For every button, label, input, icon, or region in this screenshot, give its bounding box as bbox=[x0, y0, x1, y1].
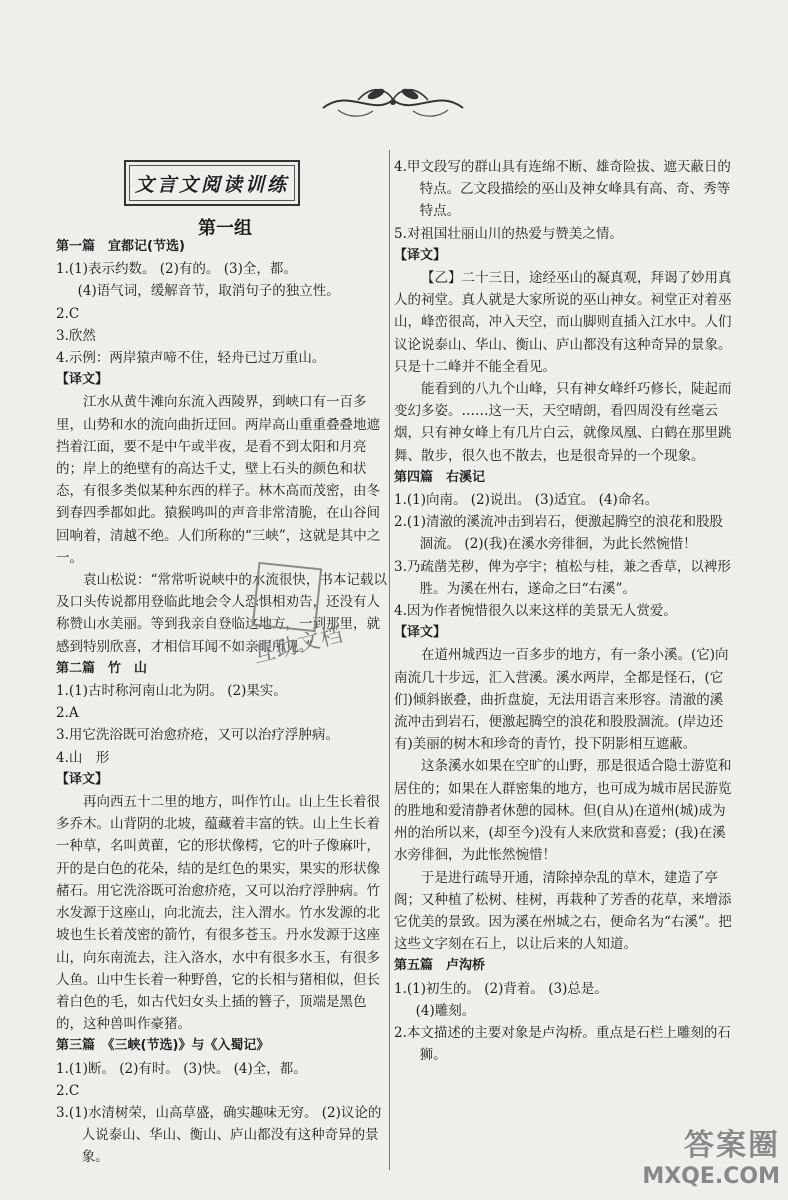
text-paragraph: 2.A bbox=[56, 705, 79, 722]
section-heading: 第四篇 右溪记 bbox=[394, 469, 486, 485]
text-paragraph: 4.山 形 bbox=[56, 749, 110, 766]
text-paragraph: 1.(1)初生的。 (2)背着。 (3)总是。 bbox=[394, 980, 608, 997]
text-paragraph: 2.C bbox=[56, 1082, 80, 1099]
watermark-logo: 答案圈 bbox=[684, 1128, 780, 1163]
text-paragraph: 3.用它洗浴既可治愈疥疮，又可以治疗浮肿病。 bbox=[56, 727, 339, 744]
text-paragraph: 再向西五十二里的地方，叫作竹山。山上生长着很多乔木。山背阴的北坡，蕴藏着丰富的铁。山上生长着一种草，名叫黄雚，它的形状像樗，它的叶子像麻叶，开的是白色的花朵，结的是红色的果实，果实的形状像赭石。用它洗浴既可治愈疥疮，又可以治疗浮肿病。竹水发源于这座山，向北流去，注入渭水。竹水发源的北坡也生长着茂密的箭竹，有很多苍玉。丹水发源于这座山，向东南流去，注入洛水，水中有很多水玉，有很多人鱼。山中生长着一种野兽，它的长相与猪相似，但长着白色的毛，如古代妇女头上插的簪子，顶端是黑色的，这种兽叫作豪猪。 bbox=[56, 794, 380, 1033]
text-paragraph: 4.因为作者惋惜很久以来这样的美景无人赏爱。 bbox=[394, 603, 677, 620]
text-paragraph: 5.对祖国壮丽山川的热爱与赞美之情。 bbox=[394, 225, 623, 242]
text-paragraph: 2.本文描述的主要对象是卢沟桥。重点是石栏上雕刻的石狮。 bbox=[394, 1024, 731, 1064]
section-heading: 【译文】 bbox=[394, 247, 447, 263]
text-paragraph: 2.C bbox=[56, 305, 80, 322]
section-heading: 第二篇 竹 山 bbox=[56, 660, 148, 676]
text-paragraph: (4)雕刻。 bbox=[415, 1002, 476, 1019]
section-heading: 【译文】 bbox=[394, 625, 447, 641]
section-heading: 第三篇 《三峡(节选)》与《入蜀记》 bbox=[56, 1038, 270, 1054]
stamp-frame bbox=[252, 562, 322, 632]
watermark-url: MXQE.COM bbox=[642, 1164, 780, 1189]
stamp-text: 互助文档 bbox=[250, 622, 347, 669]
group-title: 第一组 bbox=[198, 218, 252, 239]
text-paragraph: 这条溪水如果在空旷的山野，那是很适合隐士游览和居住的；如果在人群密集的地方，也可成为城市居民游览的胜地和爱清静者休憩的园林。但(自从)在道州(城)成为州的治所以来，(却至今)没有人来欣赏和喜爱；(我)在溪水旁徘徊，为此怅然惋惜！ bbox=[394, 758, 732, 864]
text-paragraph: 1.(1)断。 (2)有时。 (3)快。 (4)全，都。 bbox=[56, 1060, 307, 1077]
text-paragraph: 能看到的八九个山峰，只有神女峰纤巧修长，陡起而变幻多姿。……这一天，天空晴朗，看四周没有丝毫云烟，只有神女峰上有几片白云，就像凤凰、白鹤在那里跳舞、散步，很久也不散去，也是很奇异的一个现象。 bbox=[394, 381, 732, 464]
site-watermark bbox=[640, 1120, 780, 1189]
text-paragraph: (4)语气词，缓解音节，取消句子的独立性。 bbox=[77, 283, 340, 300]
text-paragraph: 1.(1)表示约数。 (2)有的。 (3)全，都。 bbox=[56, 261, 297, 278]
text-paragraph: 江水从黄牛滩向东流入西陵界，到峡口有一百多里，山势和水的流向曲折迂回。两岸高山重重叠叠地遮挡着江面，要不是中午或半夜，是看不到太阳和月亮的；岸上的绝壁有的高达千丈，壁上石头的颜色和状态，有很多类似某种东西的样子。林木高而茂密，由冬到春四季都如此。猿猴鸣叫的声音非常清脆，在山谷间回响着，清越不绝。人们所称的“三峡”，这就是其中之一。 bbox=[56, 394, 381, 566]
text-paragraph: 1.(1)向南。 (2)说出。 (3)适宜。 (4)命名。 bbox=[394, 492, 659, 509]
text-paragraph: 于是进行疏导开通，清除掉杂乱的草木，建造了亭阁；又种植了松树、桂树，再栽种了芳香的花草，来增添它优美的景致。因为溪在州城之右，便命名为“右溪”。把这些文字刻在石上，以让后来的人知道。 bbox=[394, 869, 732, 953]
section-heading: 【译文】 bbox=[56, 372, 109, 388]
text-paragraph: 1.(1)古时称河南山北为阴。 (2)果实。 bbox=[56, 683, 287, 700]
text-paragraph: 袁山松说：“常常听说峡中的水流很快，书本记载以及口头传说都用登临此地会令人恐惧相劝告，还没有人称赞山水美丽。等到我亲自登临这地方，一到那里，就感到特别欣喜，才相信耳闻不如亲眼所见。” bbox=[56, 572, 387, 655]
section-heading: 【译文】 bbox=[56, 771, 109, 787]
decorative-ornament bbox=[318, 78, 468, 123]
text-paragraph: 3.乃疏凿芜秽，俾为亭宇；植松与桂，兼之香草，以裨形胜。为溪在州右，遂命之曰“右溪”。 bbox=[394, 558, 731, 597]
text-paragraph: 4.示例：两岸猿声啼不住，轻舟已过万重山。 bbox=[56, 350, 326, 367]
section-title: 文言文阅读训练 bbox=[134, 173, 289, 196]
text-paragraph: 3.欣然 bbox=[56, 327, 96, 344]
text-paragraph: 在道州城西边一百多步的地方，有一条小溪。(它)向南流几十步远，汇入营溪。溪水两岸，全都是怪石，(它们)倾斜嵌叠，曲折盘旋，无法用语言来形容。清澈的溪流冲击到岩石，便激起腾空的浪花和股股涸流。(岸边还有)美丽的树木和珍奇的青竹，投下阴影相互遮蔽。 bbox=[394, 647, 729, 753]
left-column bbox=[56, 236, 392, 1169]
section-heading: 第一篇 宜都记(节选) bbox=[56, 239, 185, 254]
section-heading: 第五篇 卢沟桥 bbox=[394, 958, 486, 974]
section-title-box bbox=[124, 160, 300, 206]
text-paragraph: 3.(1)水清树荣，山高草盛，确实趣味无穷。 (2)议论的人说泰山、华山、衡山、庐山都没有这种奇异的景象。 bbox=[56, 1104, 382, 1166]
right-column bbox=[394, 156, 736, 1066]
text-paragraph: 4.甲文段写的群山具有连绵不断、雄奇险拔、遮天蔽日的特点。乙文段描绘的巫山及神女峰具有高、奇、秀等特点。 bbox=[394, 159, 731, 220]
text-paragraph: 【乙】二十三日，途经巫山的凝真观，拜谒了妙用真人的祠堂。真人就是大家所说的巫山神女。祠堂正对着巫山，峰峦很高，冲入天空，而山脚则直插入江水中。人们议论说泰山、华山、衡山、庐山都没有这种奇异的景象。只是十二峰并不能全看见。 bbox=[394, 270, 732, 375]
text-paragraph: 2.(1)清澈的溪流冲击到岩石，便激起腾空的浪花和股股涸流。 (2)(我)在溪水旁徘徊，为此长然惋惜！ bbox=[394, 514, 724, 553]
